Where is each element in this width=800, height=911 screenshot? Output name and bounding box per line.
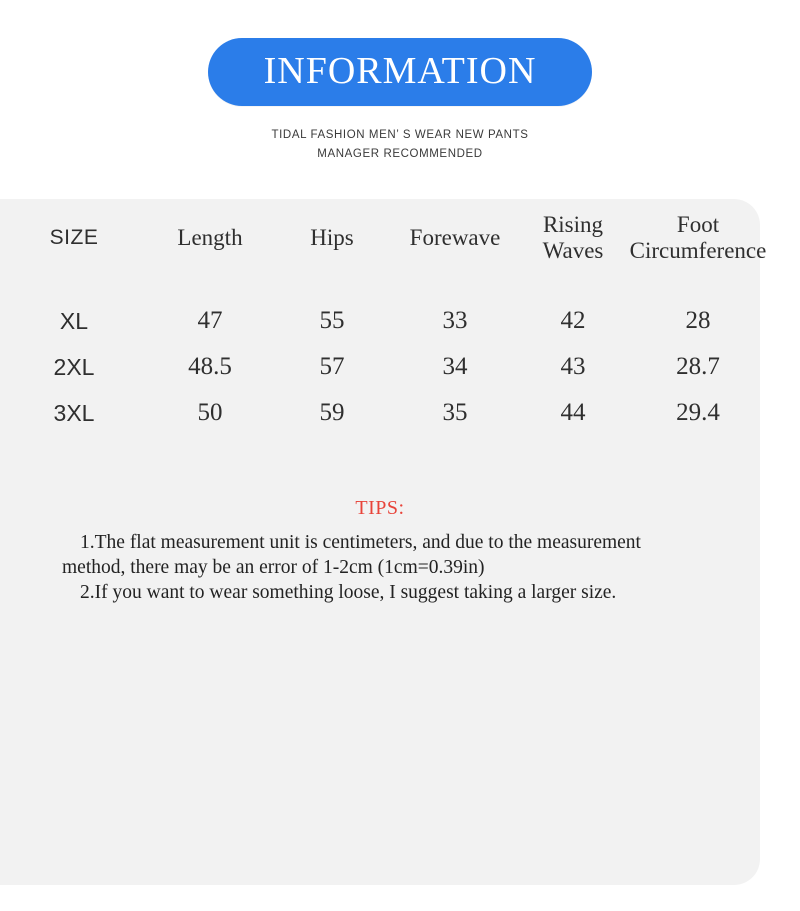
- table-row: [0, 354, 768, 380]
- size-chart-card: [0, 199, 767, 885]
- header: [0, 0, 800, 164]
- cell-forewave: 33: [442, 307, 468, 334]
- tips-item-1: 1.The flat measurement unit is centimeters, and due to the measurement method, there may be an error of 1-2cm (1cm=0.39in): [62, 532, 641, 578]
- column-header-hips: Hips: [310, 225, 354, 250]
- size-table: [0, 199, 768, 426]
- column-header-foot-circumference: [628, 212, 768, 264]
- tips-title: TIPS:: [355, 497, 405, 519]
- tips-body: [0, 530, 760, 605]
- cell-foot-circumference: 28: [685, 307, 711, 334]
- cell-length: 48.5: [188, 353, 232, 380]
- column-header-size: SIZE: [49, 226, 99, 249]
- cell-hips: 55: [319, 307, 345, 334]
- column-header-length: Length: [177, 225, 243, 250]
- column-header-forewave: Forewave: [409, 225, 501, 250]
- cell-rising-waves: 43: [560, 353, 586, 380]
- cell-foot-circumference: 28.7: [676, 353, 720, 380]
- cell-rising-waves: 42: [560, 307, 586, 334]
- cell-forewave: 35: [442, 399, 468, 426]
- rising-waves-line-1: Rising: [542, 212, 604, 237]
- cell-rising-waves: 44: [560, 399, 586, 426]
- rising-waves-line-2: Waves: [542, 238, 604, 263]
- cell-hips: 59: [319, 399, 345, 426]
- cell-length: 47: [197, 307, 223, 334]
- cell-size: XL: [59, 308, 89, 334]
- cell-size: 3XL: [53, 400, 95, 426]
- foot-circumference-line-1: Foot: [676, 212, 720, 237]
- information-badge: INFORMATION: [208, 38, 593, 106]
- cell-length: 50: [197, 399, 223, 426]
- cell-size: 2XL: [53, 354, 95, 380]
- cell-forewave: 34: [442, 353, 468, 380]
- tips-section: [0, 497, 760, 605]
- column-header-rising-waves: [518, 212, 628, 264]
- cell-foot-circumference: 29.4: [676, 399, 720, 426]
- table-header-row: [0, 199, 768, 264]
- subtitle-line-1: TIDAL FASHION MEN’ S WEAR NEW PANTS: [271, 129, 529, 141]
- header-subtitle: [0, 126, 800, 164]
- table-row: [0, 400, 768, 426]
- subtitle-line-2: MANAGER RECOMMENDED: [317, 148, 483, 160]
- cell-hips: 57: [319, 353, 345, 380]
- foot-circumference-line-2: Circumference: [629, 238, 767, 263]
- tips-item-2: 2.If you want to wear something loose, I suggest taking a larger size.: [80, 582, 617, 603]
- table-row: [0, 308, 768, 334]
